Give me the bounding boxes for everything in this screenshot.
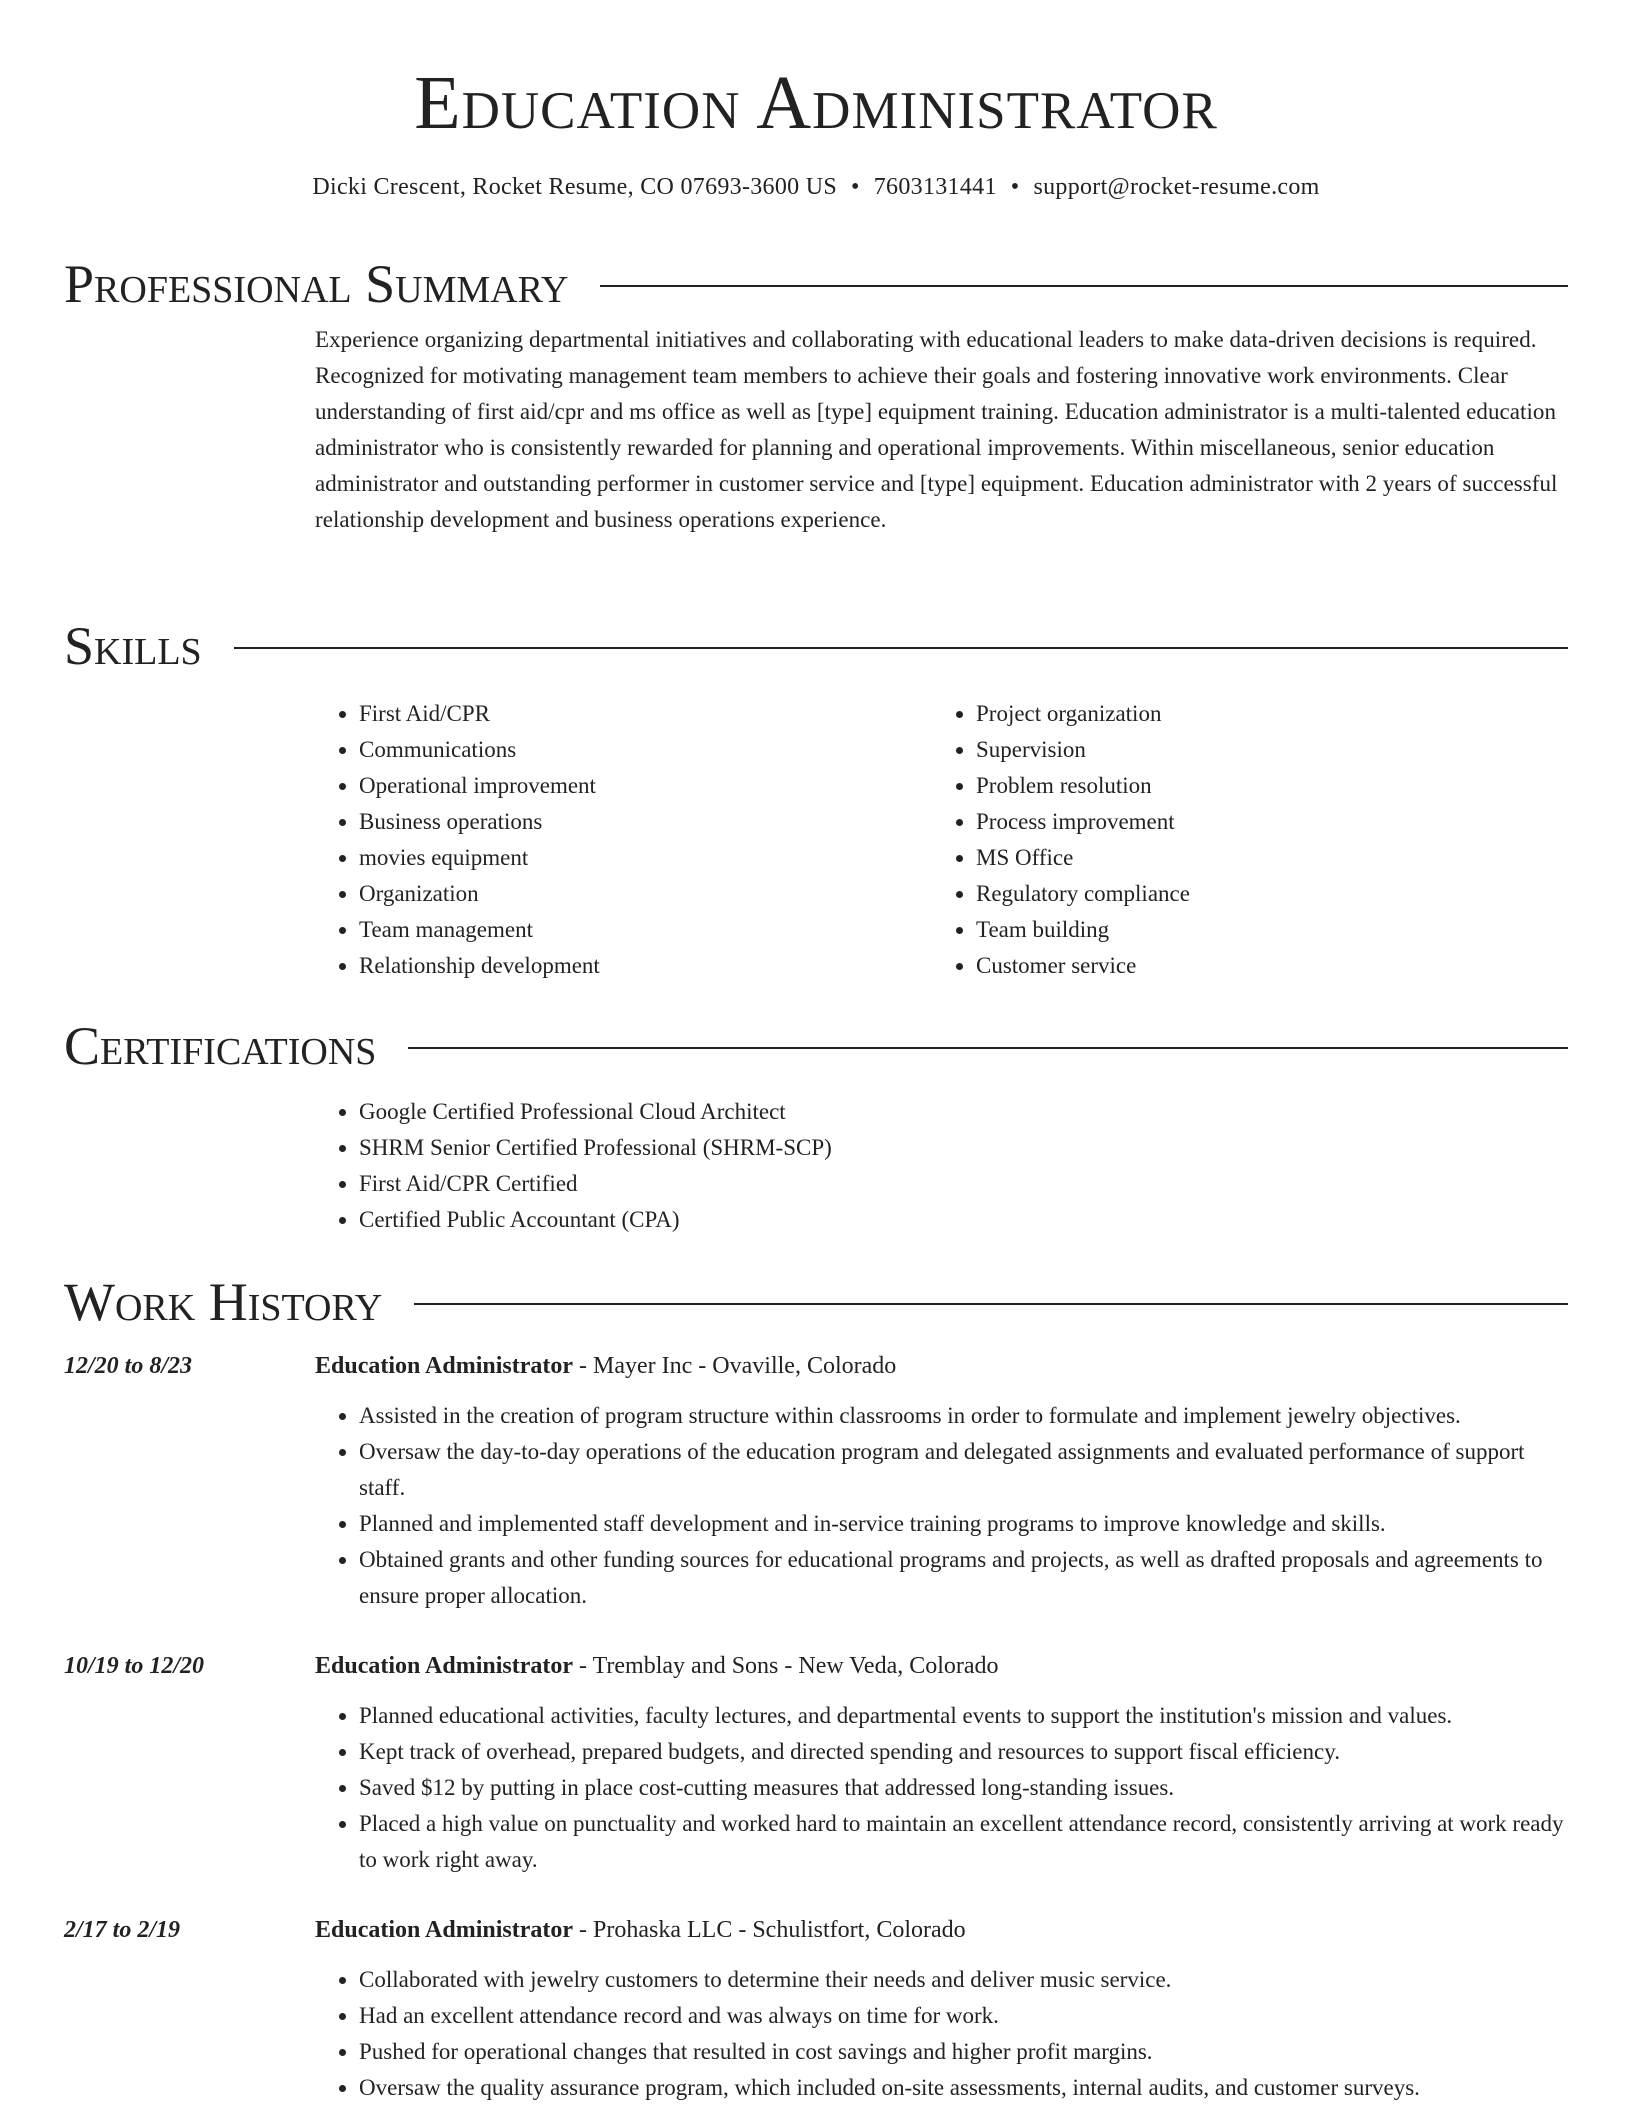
certifications-section [64, 1016, 1568, 1238]
skill-item: • Project organization [976, 696, 1549, 732]
certification-item: • SHRM Senior Certified Professional (SHRM-SCP) [359, 1130, 1568, 1166]
certifications-title: Certifications [64, 1016, 377, 1076]
work-history-section [64, 1272, 1568, 2106]
skill-item: • Organization [359, 876, 932, 912]
contact-separator: • [1010, 174, 1020, 200]
job-dates: 12/20 to 8/23 [64, 1353, 193, 1379]
job-dates: 10/19 to 12/20 [64, 1653, 205, 1679]
job-title: Education Administrator [315, 1353, 574, 1379]
contact-separator: • [851, 174, 860, 200]
skill-item: • Relationship development [359, 948, 932, 984]
skill-item: • Business operations [359, 804, 932, 840]
skills-header [64, 616, 1568, 676]
job-bullet: • Collaborated with jewelry customers to determine their needs and deliver music service. [359, 1962, 1568, 1998]
skill-item: • Team management [359, 912, 932, 948]
skill-item: • Customer service [976, 948, 1549, 984]
certification-item: • Google Certified Professional Cloud Architect [359, 1094, 1568, 1130]
job-heading [315, 1912, 966, 1948]
skill-item: • Team building [976, 912, 1549, 948]
job-title: Education Administrator [315, 1653, 574, 1679]
certifications-body [315, 1094, 1568, 1238]
candidate-name: Education Administrator [414, 61, 1218, 145]
job-bullet: • Obtained grants and other funding sources for educational programs and projects, as well as drafted proposals and agreements to ensure proper allocation. [359, 1542, 1568, 1614]
certification-item: • First Aid/CPR Certified [359, 1166, 1568, 1202]
job-bullet: • Planned and implemented staff development and in-service training programs to improve knowledge and skills. [359, 1506, 1568, 1542]
skills-title: Skills [64, 616, 202, 676]
job-details: - Prohaska LLC - Schulistfort, Colorado [573, 1917, 966, 1943]
section-divider [408, 1047, 1568, 1049]
job-entry [64, 1348, 1568, 1614]
job-bullet: • Saved $12 by putting in place cost-cutting measures that addressed long-standing issues. [359, 1770, 1568, 1806]
job-heading [315, 1348, 896, 1384]
skill-item: • Process improvement [976, 804, 1549, 840]
section-divider [234, 647, 1568, 649]
section-divider [600, 285, 1568, 287]
job-bullet: • Assisted in the creation of program structure within classrooms in order to formulate and implement jewelry objectives. [359, 1398, 1568, 1434]
skill-item: • Regulatory compliance [976, 876, 1549, 912]
job-entry [64, 1912, 1568, 2106]
work-history-header [64, 1272, 1568, 1332]
job-bullet: • Placed a high value on punctuality and worked hard to maintain an excellent attendance record, consistently arriving at work ready to work right away. [359, 1806, 1568, 1878]
certifications-header [64, 1016, 1568, 1076]
certification-item: • Certified Public Accountant (CPA) [359, 1202, 1568, 1238]
section-divider [414, 1303, 1568, 1305]
job-bullet: • Planned educational activities, faculty lectures, and departmental events to support the institution's mission and values. [359, 1698, 1568, 1734]
contact-email: support@rocket-resume.com [1033, 174, 1320, 200]
skill-item: • Operational improvement [359, 768, 932, 804]
job-bullets [315, 1698, 1568, 1878]
summary-section [64, 254, 1568, 538]
job-heading [315, 1648, 999, 1684]
skills-section [64, 616, 1568, 984]
skills-grid [315, 696, 1568, 984]
job-details: - Mayer Inc - Ovaville, Colorado [573, 1353, 897, 1379]
summary-text: Experience organizing departmental initiatives and collaborating with educational leaders to make data-driven decisions is required. Recognized for motivating management team members to achieve their goals and fostering innovative work environments. Clear understanding of first aid/cpr and ms office as well as [type] equipment training. Education administrator is a multi-talented education administrator who is consistently rewarded for planning and operational improvements. Within miscellaneous, senior education administrator and outstanding performer in customer service and [type] equipment. Education administrator with 2 years of successful relationship development and business operations experience. [315, 327, 1558, 532]
work-history-title: Work History [64, 1272, 383, 1332]
summary-header [64, 254, 1568, 314]
job-bullet: • Had an excellent attendance record and was always on time for work. [359, 1998, 1568, 2034]
skill-item: • Supervision [976, 732, 1549, 768]
contact-phone: 7603131441 [873, 174, 997, 200]
resume-page [64, 0, 1568, 2100]
job-title: Education Administrator [315, 1917, 574, 1943]
job-bullet: • Pushed for operational changes that resulted in cost savings and higher profit margins. [359, 2034, 1568, 2070]
job-bullet: • Oversaw the quality assurance program, which included on-site assessments, internal audits, and customer surveys. [359, 2070, 1568, 2106]
job-bullets [315, 1962, 1568, 2106]
summary-title: Professional Summary [64, 254, 569, 314]
job-bullet: • Oversaw the day-to-day operations of the education program and delegated assignments and evaluated performance of support staff. [359, 1434, 1568, 1506]
skills-list-right [932, 696, 1549, 984]
skill-item: • Communications [359, 732, 932, 768]
skill-item: • MS Office [976, 840, 1549, 876]
job-entry [64, 1648, 1568, 1878]
contact-address: Dicki Crescent, Rocket Resume, CO 07693-3600 US [312, 174, 838, 200]
skills-list-left [315, 696, 932, 984]
job-header [64, 1648, 1568, 1684]
certifications-list [315, 1094, 1568, 1238]
job-details: - Tremblay and Sons - New Veda, Colorado [573, 1653, 999, 1679]
skill-item: • Problem resolution [976, 768, 1549, 804]
job-bullets [315, 1398, 1568, 1614]
job-bullet: • Kept track of overhead, prepared budgets, and directed spending and resources to support fiscal efficiency. [359, 1734, 1568, 1770]
summary-body [315, 322, 1568, 538]
contact-line [64, 170, 1568, 204]
job-header [64, 1912, 1568, 1948]
job-header [64, 1348, 1568, 1384]
job-dates: 2/17 to 2/19 [64, 1917, 181, 1943]
skill-item: • First Aid/CPR [359, 696, 932, 732]
skill-item: • movies equipment [359, 840, 932, 876]
